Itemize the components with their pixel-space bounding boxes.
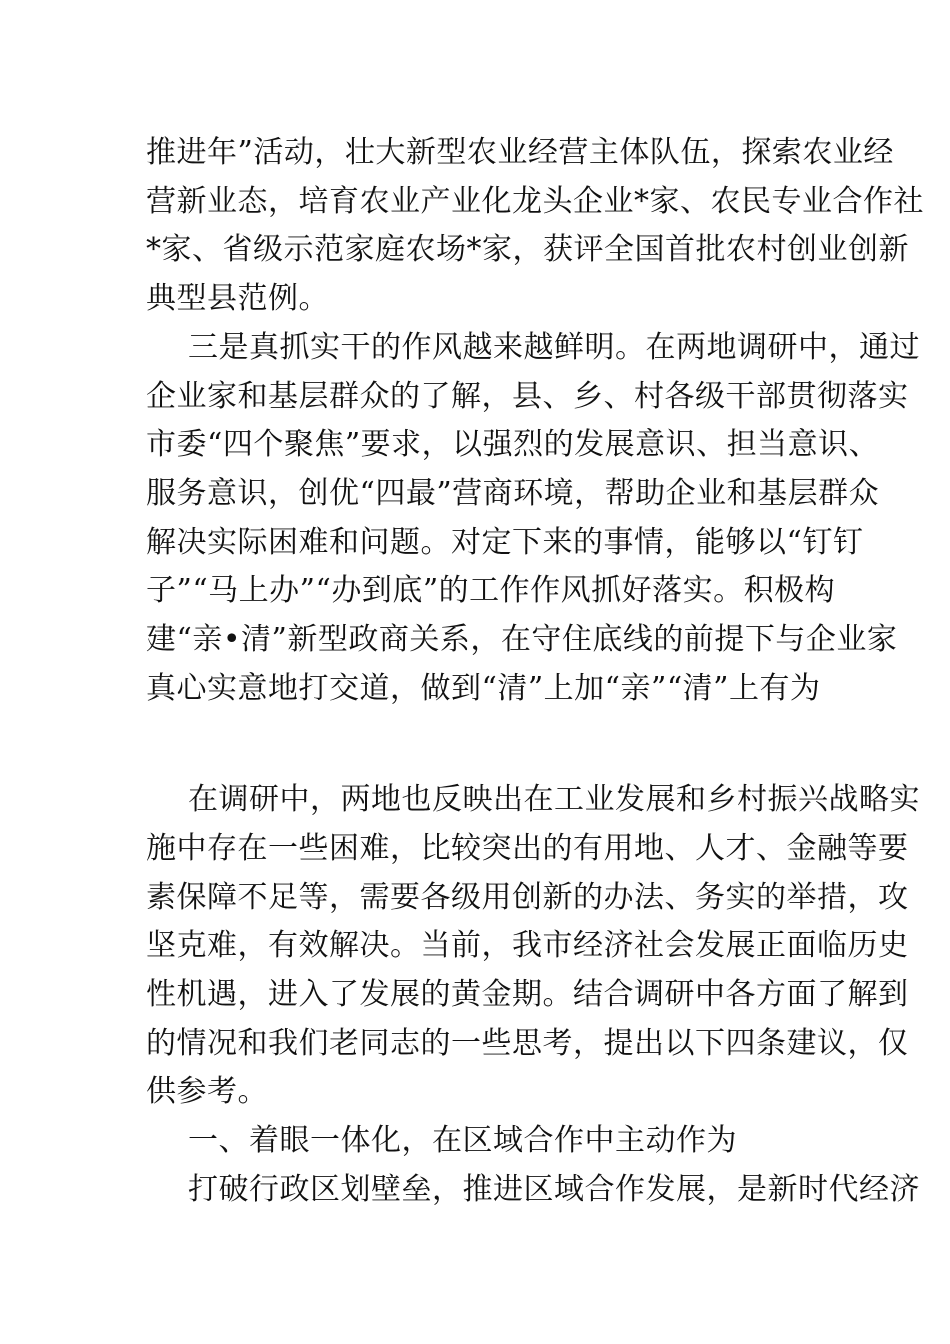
text-line: 的情况和我们老同志的一些思考，提出以下四条建议，仅 <box>146 1026 909 1061</box>
text-line: 典型县范例。 <box>146 281 329 316</box>
text-line: 推进年”活动，壮大新型农业经营主体队伍，探索农业经 <box>146 135 894 170</box>
text-line: 供参考。 <box>146 1074 268 1109</box>
text-line: 施中存在一些困难，比较突出的有用地、人才、金融等要 <box>146 831 909 866</box>
paragraph-start: 打破行政区划壁垒，推进区域合作发展，是新时代经济 <box>188 1172 920 1207</box>
section-heading: 一、着眼一体化，在区域合作中主动作为 <box>188 1123 737 1158</box>
text-line: 服务意识，创优“四最”营商环境，帮助企业和基层群众 <box>146 476 880 511</box>
text-line: 企业家和基层群众的了解，县、乡、村各级干部贯彻落实 <box>146 379 909 414</box>
text-line: 建“亲•清”新型政商关系，在守住底线的前提下与企业家 <box>146 622 898 657</box>
paragraph-start: 在调研中，两地也反映出在工业发展和乡村振兴战略实 <box>188 782 920 817</box>
text-line: 营新业态，培育农业产业化龙头企业*家、农民专业合作社 <box>146 184 924 219</box>
text-line: 解决实际困难和问题。对定下来的事情，能够以“钉钉 <box>146 525 864 560</box>
text-line: 坚克难，有效解决。当前，我市经济社会发展正面临历史 <box>146 928 909 963</box>
text-line: 性机遇，进入了发展的黄金期。结合调研中各方面了解到 <box>146 977 909 1012</box>
text-line: 真心实意地打交道，做到“清”上加“亲”“清”上有为 <box>146 671 821 706</box>
text-line: 市委“四个聚焦”要求，以强烈的发展意识、担当意识、 <box>146 427 880 462</box>
text-line: 素保障不足等，需要各级用创新的办法、务实的举措，攻 <box>146 880 909 915</box>
text-line: 子”“马上办”“办到底”的工作作风抓好落实。积极构 <box>146 573 836 608</box>
paragraph-start: 三是真抓实干的作风越来越鲜明。在两地调研中，通过 <box>188 330 920 365</box>
text-line: *家、省级示范家庭农场*家，获评全国首批农村创业创新 <box>146 232 909 267</box>
